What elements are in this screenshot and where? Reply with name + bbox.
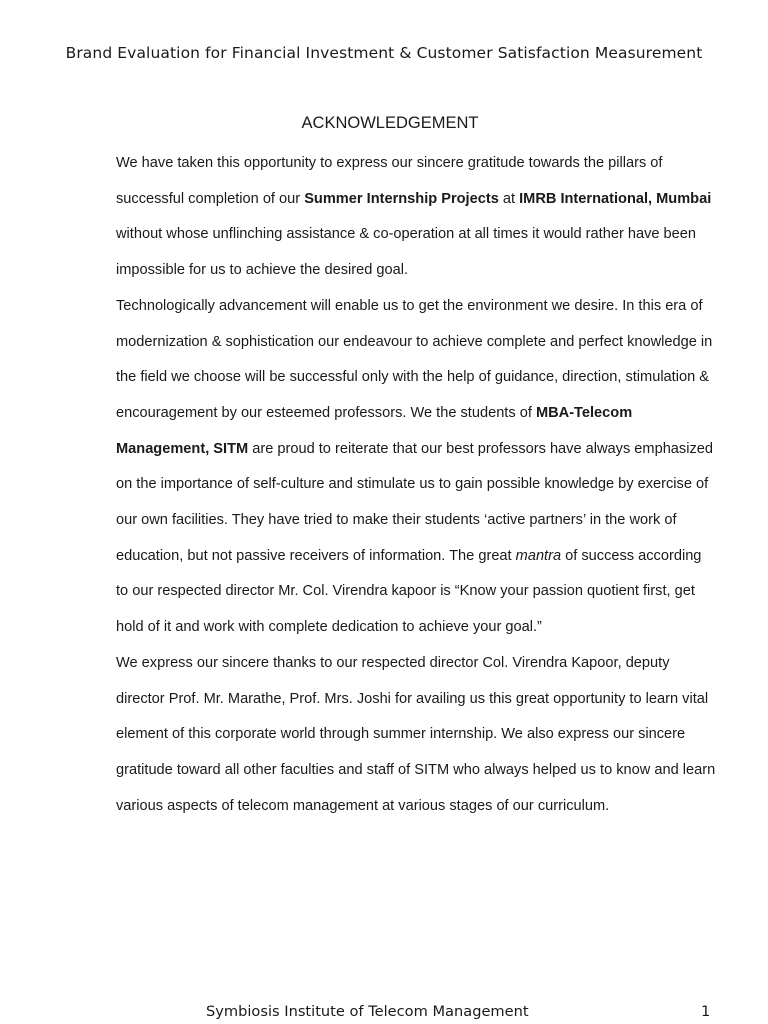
section-title: ACKNOWLEDGEMENT [301, 114, 479, 132]
p2-text-c: are proud to reiterate that our best professors have always emphasized on the importance of self-culture and stimulate us to gain possible knowledge by exercise of our own facilities. They have tried to make their students ‘active partners’ in the work of education, but not passive receivers of information. The great [116, 440, 713, 564]
p1-bold-company: IMRB International, Mumbai [519, 190, 712, 207]
acknowledgement-body [116, 146, 716, 824]
p2-text-d: of success according to our respected director Mr. Col. Virendra kapoor is “Know your passion quotient first, get hold of it and work with complete dedication to achieve your goal.” [116, 547, 702, 636]
paragraph-3: We express our sincere thanks to our respected director Col. Virendra Kapoor, deputy director Prof. Mr. Marathe, Prof. Mrs. Joshi for availing us this great opportunity to learn vital element of this corporate world through summer internship. We also express our sincere gratitude toward all other faculties and staff of SITM who always helped us to know and learn various aspects of telecom management at various stages of our curriculum. [116, 654, 716, 814]
page-number: 1 [701, 1003, 711, 1020]
p1-text-d: without whose unflinching assistance & co-operation at all times it would rather have been impossible for us to achieve the desired goal. [116, 226, 697, 279]
p2-bold-program: MBA-Telecom Management, SITM [116, 404, 633, 457]
paragraph-2 [116, 289, 716, 646]
p2-text-a: Technologically advancement will enable us to get the environment we desire. In this era of modernization & sophistication our endeavour to achieve complete and perfect knowledge in the field we choose will be successful only with the help of guidance, direction, stimulation & encouragement by our esteemed professors. We the students of [116, 297, 713, 421]
page-footer: Symbiosis Institute of Telecom Management [206, 1003, 529, 1020]
paragraph-1 [116, 146, 716, 289]
p1-bold-project: Summer Internship Projects [304, 190, 499, 207]
page-header: Brand Evaluation for Financial Investment & Customer Satisfaction Measurement [65, 44, 703, 62]
p2-italic-mantra: mantra [515, 547, 562, 564]
p1-text-a: We have taken this opportunity to express our sincere gratitude towards the pillars of successful completion of our [116, 155, 663, 207]
p1-text-c: at [498, 190, 520, 207]
